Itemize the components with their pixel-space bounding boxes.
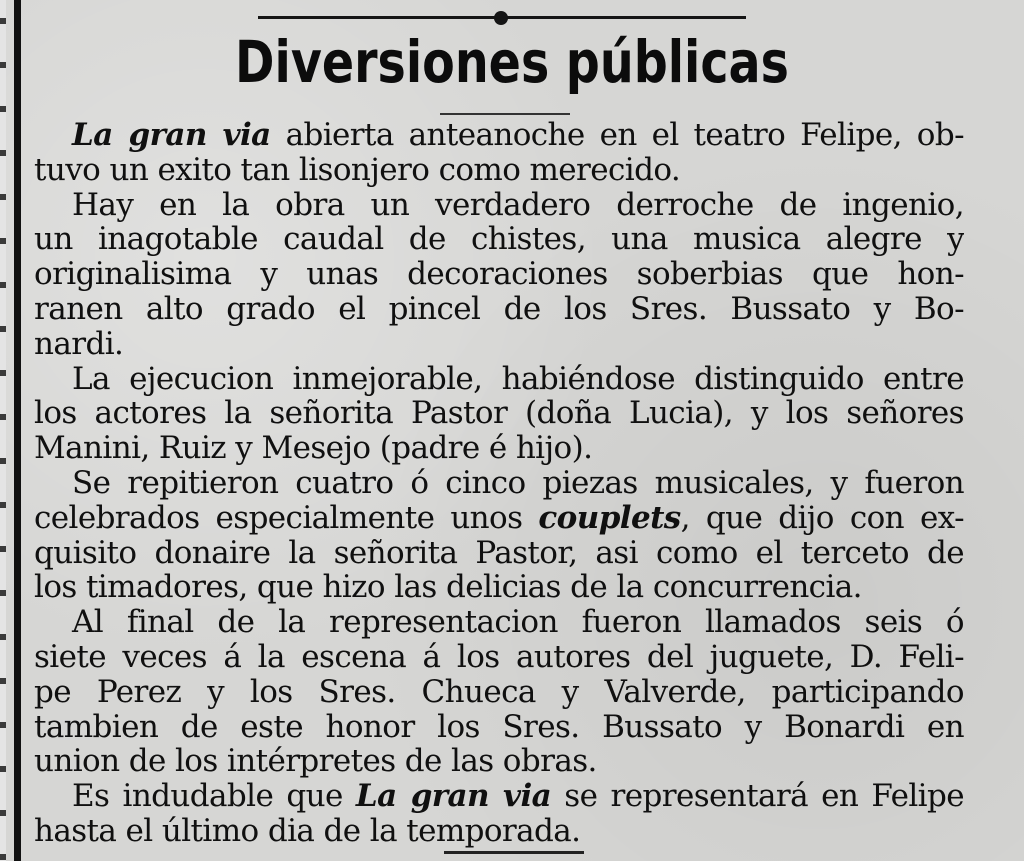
line-text: union de los intérpretes de las obras. <box>34 744 597 780</box>
text-line <box>34 640 964 675</box>
column-rule <box>14 0 21 861</box>
text-line <box>34 675 964 710</box>
line-text: siete veces á la escena á los autores del juguete, D. Feli- <box>34 639 964 675</box>
text-line <box>34 153 964 188</box>
line-text: , que dijo con ex- <box>680 500 964 536</box>
text-line <box>34 744 964 779</box>
line-text: La ejecucion inmejorable, habiéndose distinguido entre <box>72 361 964 397</box>
text-line <box>34 570 964 605</box>
text-line <box>34 396 964 431</box>
line-text: los timadores, que hizo las delicias de la concurrencia. <box>34 570 862 606</box>
text-line <box>34 362 964 397</box>
line-text: los actores la señorita Pastor (doña Lucia), y los señores <box>34 396 964 432</box>
text-line <box>34 501 964 536</box>
text-line <box>34 257 964 292</box>
line-text: pe Perez y los Sres. Chueca y Valverde, participando <box>34 674 964 710</box>
line-text: Hay en la obra un verdadero derroche de ingenio, <box>72 187 964 223</box>
line-text: Manini, Ruiz y Mesejo (padre é hijo). <box>34 431 593 466</box>
line-text: abierta anteanoche en el teatro Felipe, ob- <box>270 118 964 153</box>
text-line <box>34 536 964 571</box>
text-line <box>34 779 964 814</box>
title-underline <box>440 113 570 115</box>
text-line <box>34 222 964 257</box>
text-line <box>34 466 964 501</box>
couplets-word: couplets <box>538 500 681 536</box>
line-text: Es indudable que <box>72 779 356 814</box>
top-ornament-rule <box>258 14 746 20</box>
play-title: La gran via <box>72 118 271 153</box>
line-text: hasta el último dia de la temporada. <box>34 813 581 849</box>
line-text: quisito donaire la señorita Pastor, asi como el terceto de <box>34 535 964 571</box>
text-line <box>34 292 964 327</box>
line-text: un inagotable caudal de chistes, una musica alegre y <box>34 222 964 258</box>
text-line <box>34 710 964 745</box>
line-text: Se repitieron cuatro ó cinco piezas musicales, y fueron <box>72 465 964 501</box>
line-text: celebrados especialmente unos <box>34 500 539 536</box>
text-line <box>34 188 964 223</box>
text-line <box>34 327 964 362</box>
article-title: Diversiones públicas <box>235 28 789 96</box>
article-body <box>34 118 964 849</box>
text-line <box>34 814 964 849</box>
line-text: Al final de la representacion fueron llamados seis ó <box>72 605 964 640</box>
play-title: La gran via <box>355 779 552 814</box>
line-text: tambien de este honor los Sres. Bussato y Bonardi en <box>34 709 964 745</box>
line-text: ranen alto grado el pincel de los Sres. Bussato y Bo- <box>34 291 964 327</box>
line-text: originalisima y unas decoraciones soberbias que hon- <box>34 257 964 292</box>
text-line <box>34 118 964 153</box>
text-line <box>34 605 964 640</box>
bottom-rule <box>444 851 584 854</box>
adjacent-column-edge <box>0 0 6 861</box>
text-line <box>34 431 964 466</box>
line-text: nardi. <box>34 326 124 362</box>
line-text: tuvo un exito tan lisonjero como merecido. <box>34 152 681 188</box>
line-text: se representará en Felipe <box>551 779 964 814</box>
